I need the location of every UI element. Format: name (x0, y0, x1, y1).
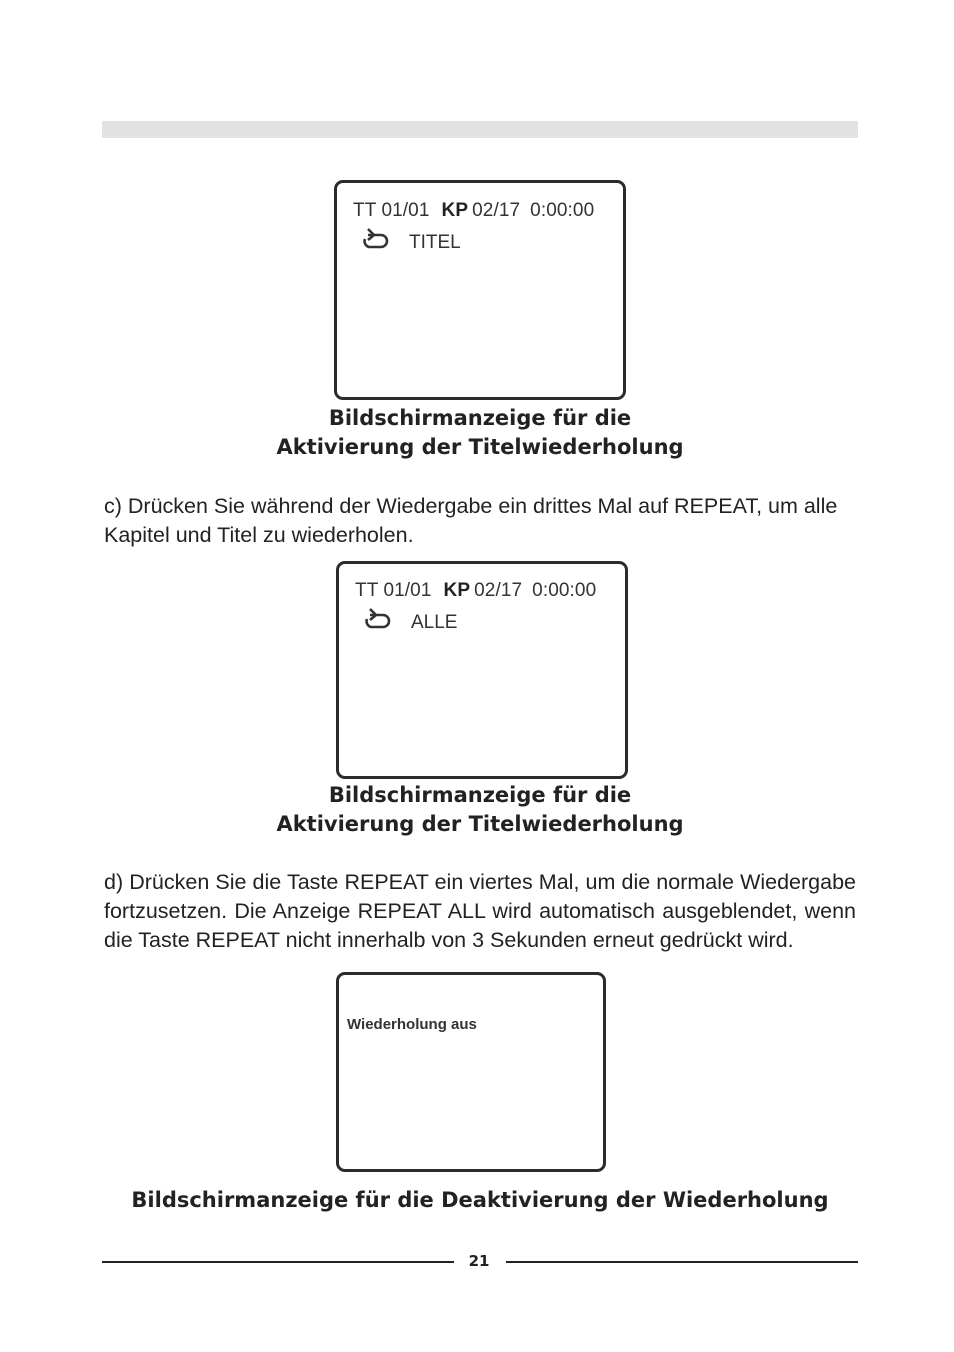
osd-screen-all-repeat (336, 561, 628, 779)
osd-time: 0:00:00 (532, 580, 597, 601)
osd-repeat-mode: ALLE (411, 612, 458, 633)
osd-chapter-counter: 02/17 (474, 580, 523, 601)
paragraph-step-c: c) Drücken Sie während der Wiedergabe ein drittes Mal auf REPEAT, um alle Kapitel und Titel zu wiederholen. (104, 494, 838, 547)
osd-title-counter: TT 01/01 (355, 580, 432, 601)
repeat-icon (361, 607, 393, 633)
header-bar (102, 121, 858, 138)
paragraph-step-d: d) Drücken Sie die Taste REPEAT ein viertes Mal, um die normale Wiedergabe fortzusetzen. Die Anzeige REPEAT ALL wird automatisch ausgeblendet, wenn die Taste REPEAT nicht innerhalb von 3 Sekunden erneut gedrückt wird. (104, 870, 856, 952)
osd-repeat-mode: TITEL (409, 232, 461, 253)
caption-all-repeat: Bildschirmanzeige für die Aktivierung der Titelwiederholung (276, 783, 684, 836)
osd-time: 0:00:00 (530, 200, 595, 221)
osd-chapter-label: KP (443, 580, 471, 601)
caption-title-repeat: Bildschirmanzeige für die Aktivierung der Titelwiederholung (276, 406, 684, 459)
osd-status-line (353, 200, 594, 222)
footer-rule-right (506, 1261, 858, 1263)
osd-chapter-label: KP (441, 200, 469, 221)
osd-screen-repeat-off (336, 972, 606, 1172)
osd-title-counter: TT 01/01 (353, 200, 430, 221)
osd-status-line (355, 580, 596, 602)
footer-rule-left (102, 1261, 454, 1263)
osd-chapter-counter: 02/17 (472, 200, 521, 221)
osd-screen-title-repeat (334, 180, 626, 400)
osd-repeat-off-message: Wiederholung aus (347, 1016, 477, 1033)
page-number: 21 (468, 1252, 490, 1270)
repeat-icon (359, 227, 391, 253)
caption-repeat-off: Bildschirmanzeige für die Deaktivierung der Wiederholung (131, 1188, 829, 1212)
